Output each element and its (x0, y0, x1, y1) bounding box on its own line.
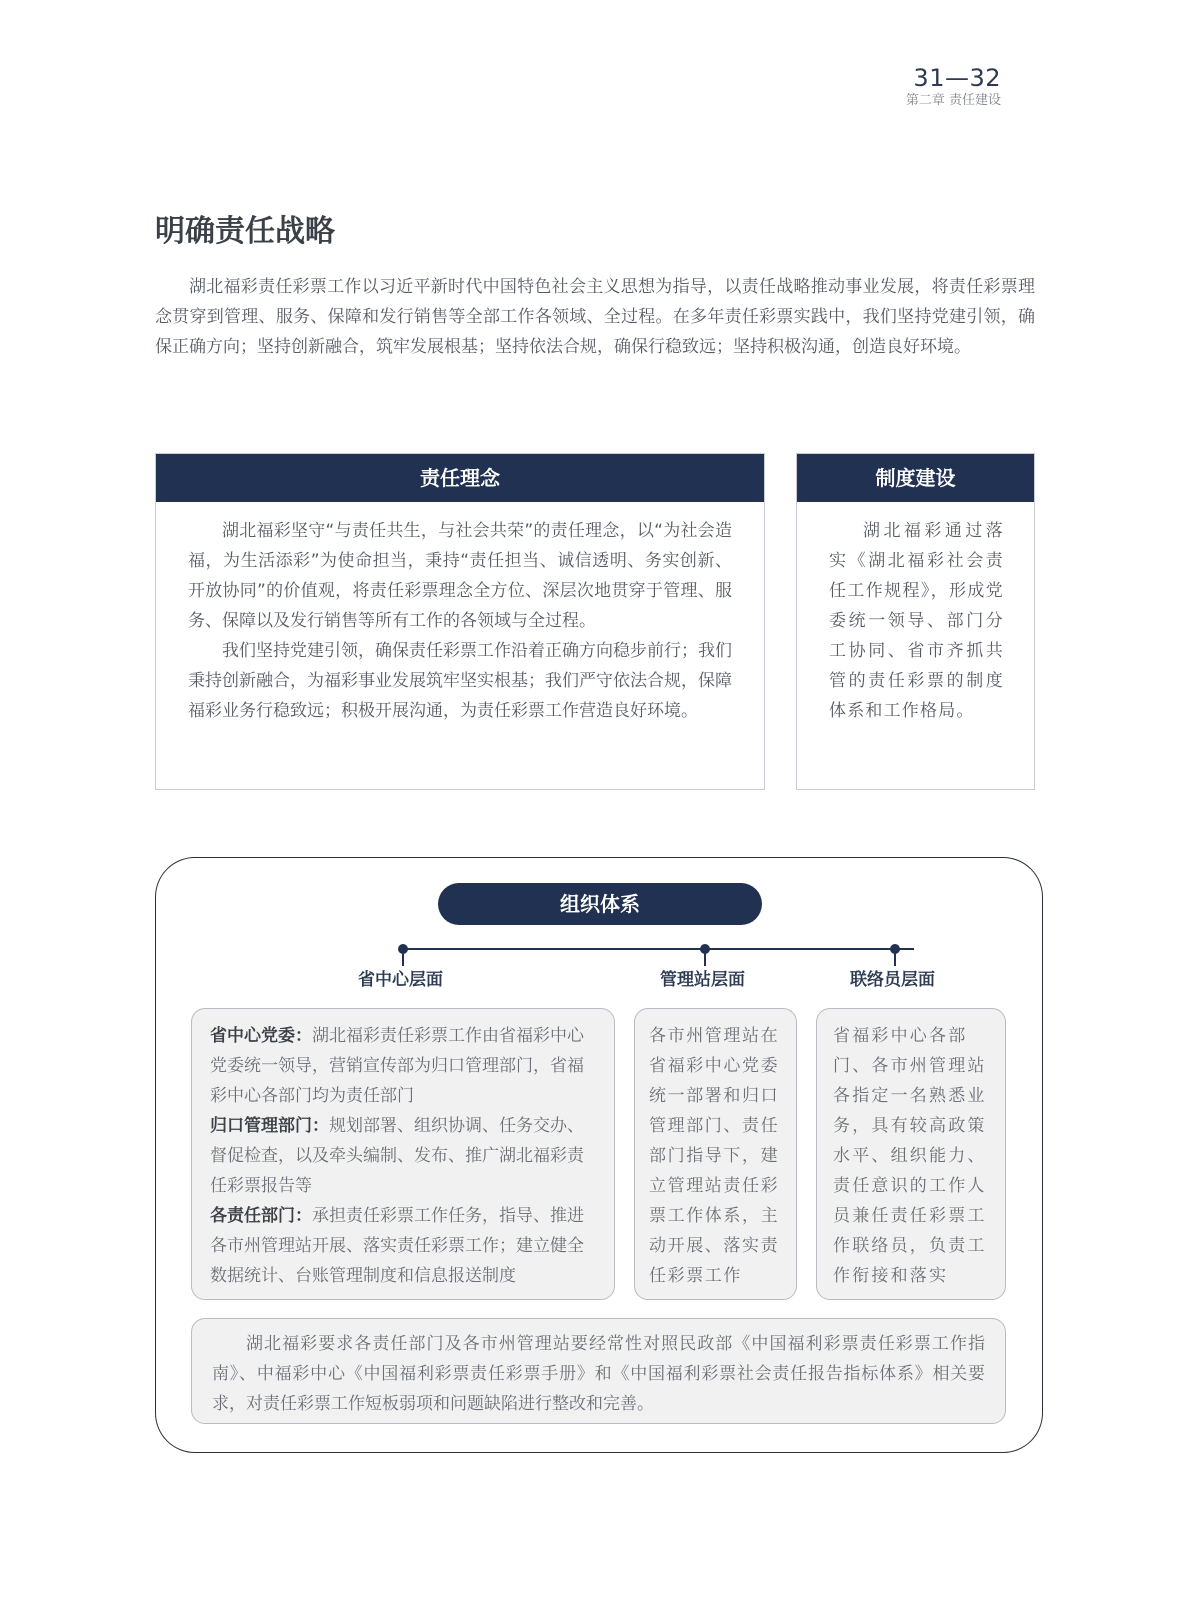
connector-stem (894, 949, 896, 966)
province-item-text: 湖北福彩责任彩票工作由省福彩中心党委统一领导，营销宣传部为归口管理部门，省福彩中心各部门均为责任部门 (210, 1026, 584, 1106)
province-item (210, 1201, 596, 1291)
province-item-label: 省中心党委： (210, 1026, 312, 1046)
section-intro: 湖北福彩责任彩票工作以习近平新时代中国特色社会主义思想为指导，以责任战略推动事业发展，将责任彩票理念贯穿到管理、服务、保障和发行销售等全部工作各领域、全过程。在多年责任彩票实践中，我们坚持党建引领，确保正确方向；坚持创新融合，筑牢发展根基；坚持依法合规，确保行稳致远；坚持积极沟通，创造良好环境。 (155, 277, 1035, 357)
province-item (210, 1111, 596, 1201)
connector-line (403, 948, 914, 950)
chapter-label: 第二章 责任建设 (905, 93, 1001, 108)
philosophy-card-title: 责任理念 (156, 454, 764, 502)
liaison-level-box: 省福彩中心各部门、各市州管理站各指定一名熟悉业务，具有较高政策水平、组织能力、责任意识的工作人员兼任责任彩票工作联络员，负责工作衔接和落实 (816, 1008, 1006, 1300)
province-level-box (191, 1008, 615, 1300)
province-item-text: 规划部署、组织协调、任务交办、督促检查，以及牵头编制、发布、推广湖北福彩责任彩票报告等 (210, 1116, 584, 1196)
level-label-province: 省中心层面 (358, 970, 443, 990)
province-item-text: 承担责任彩票工作任务，指导、推进各市州管理站开展、落实责任彩票工作；建立健全数据统计、台账管理制度和信息报送制度 (210, 1206, 584, 1286)
level-label-liaison: 联络员层面 (850, 970, 935, 990)
system-card-title: 制度建设 (797, 454, 1034, 502)
philosophy-card (155, 453, 765, 790)
station-level-box: 各市州管理站在省福彩中心党委统一部署和归口管理部门、责任部门指导下，建立管理站责任彩票工作体系，主动开展、落实责任彩票工作 (634, 1008, 797, 1300)
connector-stem (704, 949, 706, 966)
requirements-note: 湖北福彩要求各责任部门及各市州管理站要经常性对照民政部《中国福利彩票责任彩票工作指南》、中福彩中心《中国福利彩票责任彩票手册》和《中国福利彩票社会责任报告指标体系》相关要求，对责任彩票工作短板弱项和问题缺陷进行整改和完善。 (191, 1318, 1006, 1424)
page-numbers: 31—32 (913, 64, 1001, 92)
system-paragraph: 湖北福彩通过落实《湖北福彩社会责任工作规程》，形成党委统一领导、部门分工协同、省市齐抓共管的责任彩票的制度体系和工作格局。 (829, 521, 1004, 721)
philosophy-paragraph-2: 我们坚持党建引领，确保责任彩票工作沿着正确方向稳步前行；我们秉持创新融合，为福彩事业发展筑牢坚实根基；我们严守依法合规，保障福彩业务行稳致远；积极开展沟通，为责任彩票工作营造良好环境。 (188, 641, 732, 721)
level-label-station: 管理站层面 (660, 970, 745, 990)
section-title: 明确责任战略 (155, 214, 335, 249)
province-item-label: 各责任部门： (210, 1206, 312, 1226)
org-structure-panel (155, 857, 1043, 1453)
page-header (906, 64, 1001, 110)
system-card (796, 453, 1035, 790)
connector-stem (402, 949, 404, 966)
province-item (210, 1021, 596, 1111)
philosophy-paragraph-1: 湖北福彩坚守“与责任共生，与社会共荣”的责任理念，以“为社会造福，为生活添彩”为使命担当，秉持“责任担当、诚信透明、务实创新、开放协同”的价值观，将责任彩票理念全方位、深层次地贯穿于管理、服务、保障以及发行销售等所有工作的各领域与全过程。 (188, 521, 732, 631)
org-structure-title: 组织体系 (438, 883, 762, 925)
province-item-label: 归口管理部门： (210, 1116, 329, 1136)
